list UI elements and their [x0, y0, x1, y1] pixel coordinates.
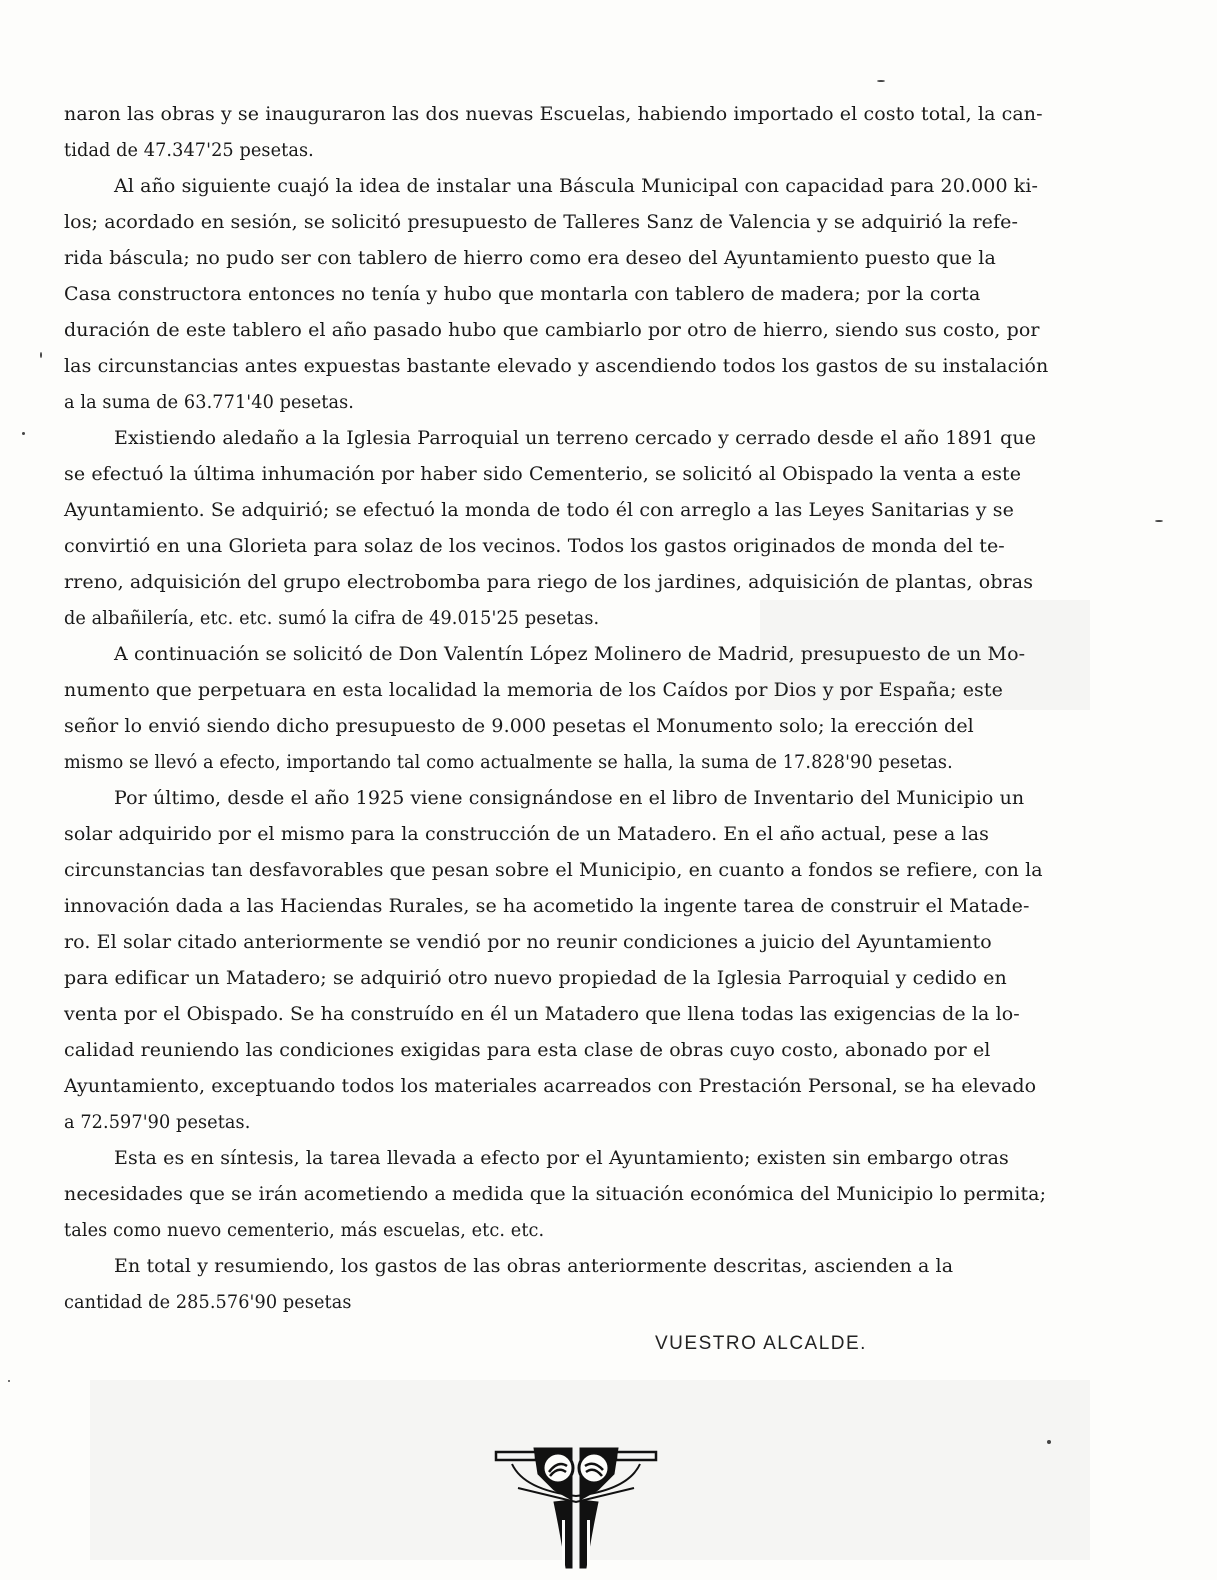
text-line: naron las obras y se inauguraron las dos nuevas Escuelas, habiendo importado el costo total, la can- — [64, 103, 1043, 125]
text-line: En total y resumiendo, los gastos de las obras anteriormente descritas, ascienden a la — [114, 1255, 954, 1277]
text-line: de albañilería, etc. etc. sumó la cifra de 49.015'25 pesetas. — [64, 607, 600, 629]
text-line: a la suma de 63.771'40 pesetas. — [64, 391, 354, 413]
scan-speck — [1047, 1440, 1051, 1444]
text-line: los; acordado en sesión, se solicitó presupuesto de Talleres Sanz de Valencia y se adquirió la refe- — [64, 211, 1019, 233]
text-line: rreno, adquisición del grupo electrobomba para riego de los jardines, adquisición de plantas, obras — [64, 571, 1034, 593]
text-line: tales como nuevo cementerio, más escuelas, etc. etc. — [64, 1219, 545, 1241]
text-line: Existiendo aledaño a la Iglesia Parroquial un terreno cercado y cerrado desde el año 1891 que — [114, 427, 1037, 449]
scan-speck — [40, 352, 42, 358]
text-line: necesidades que se irán acometiendo a medida que la situación económica del Municipio lo permita; — [64, 1183, 1047, 1205]
text-line: calidad reuniendo las condiciones exigidas para esta clase de obras cuyo costo, abonado por el — [64, 1039, 991, 1061]
text-line: Esta es en síntesis, la tarea llevada a efecto por el Ayuntamiento; existen sin embargo otras — [114, 1147, 1009, 1169]
text-line: mismo se llevó a efecto, importando tal como actualmente se halla, la suma de 17.828'90 pesetas. — [64, 751, 953, 773]
text-line: circunstancias tan desfavorables que pesan sobre el Municipio, en cuanto a fondos se refiere, con la — [64, 859, 1043, 881]
text-line: las circunstancias antes expuestas bastante elevado y ascendiendo todos los gastos de su instalación — [64, 355, 1049, 377]
scan-speck — [22, 432, 25, 435]
text-line: Por último, desde el año 1925 viene consignándose en el libro de Inventario del Municipio un — [114, 787, 1025, 809]
text-line: Casa constructora entonces no tenía y hubo que montarla con tablero de madera; por la corta — [64, 283, 981, 305]
text-line: duración de este tablero el año pasado hubo que cambiarlo por otro de hierro, siendo sus costo, por — [64, 319, 1040, 341]
text-line: señor lo envió siendo dicho presupuesto de 9.000 pesetas el Monumento solo; la erección del — [64, 715, 974, 737]
text-line: rida báscula; no pudo ser con tablero de hierro como era deseo del Ayuntamiento puesto que la — [64, 247, 996, 269]
text-line: convirtió en una Glorieta para solaz de los vecinos. Todos los gastos originados de monda del te- — [64, 535, 1005, 557]
text-line: Ayuntamiento. Se adquirió; se efectuó la monda de todo él con arreglo a las Leyes Sanitarias y se — [64, 499, 1014, 521]
text-line: tidad de 47.347'25 pesetas. — [64, 139, 314, 161]
text-line: ro. El solar citado anteriormente se vendió por no reunir condiciones a juicio del Ayuntamiento — [64, 931, 992, 953]
text-line: solar adquirido por el mismo para la construcción de un Matadero. En el año actual, pese a las — [64, 823, 989, 845]
signature: VUESTRO ALCALDE. — [655, 1333, 867, 1354]
text-line: Ayuntamiento, exceptuando todos los materiales acarreados con Prestación Personal, se ha elevado — [64, 1075, 1037, 1097]
text-line: Al año siguiente cuajó la idea de instalar una Báscula Municipal con capacidad para 20.000 ki- — [114, 175, 1039, 197]
text-line: para edificar un Matadero; se adquirió otro nuevo propiedad de la Iglesia Parroquial y cedido en — [64, 967, 1007, 989]
text-line: venta por el Obispado. Se ha construído en él un Matadero que llena todas las exigencias de la lo- — [64, 1003, 1020, 1025]
text-line: A continuación se solicitó de Don Valentín López Molinero de Madrid, presupuesto de un Mo- — [114, 643, 1026, 665]
scan-speck — [1155, 520, 1163, 522]
text-line: cantidad de 285.576'90 pesetas — [64, 1291, 352, 1313]
document-body — [64, 96, 1106, 1320]
art-deco-tailpiece-icon — [494, 1430, 658, 1570]
scan-speck — [8, 1380, 10, 1382]
text-line: se efectuó la última inhumación por haber sido Cementerio, se solicitó al Obispado la venta a este — [64, 463, 1022, 485]
text-line: a 72.597'90 pesetas. — [64, 1111, 251, 1133]
text-line: innovación dada a las Haciendas Rurales, se ha acometido la ingente tarea de construir el Matade- — [64, 895, 1030, 917]
scan-speck — [877, 80, 885, 82]
text-line: numento que perpetuara en esta localidad la memoria de los Caídos por Dios y por España; este — [64, 679, 1003, 701]
